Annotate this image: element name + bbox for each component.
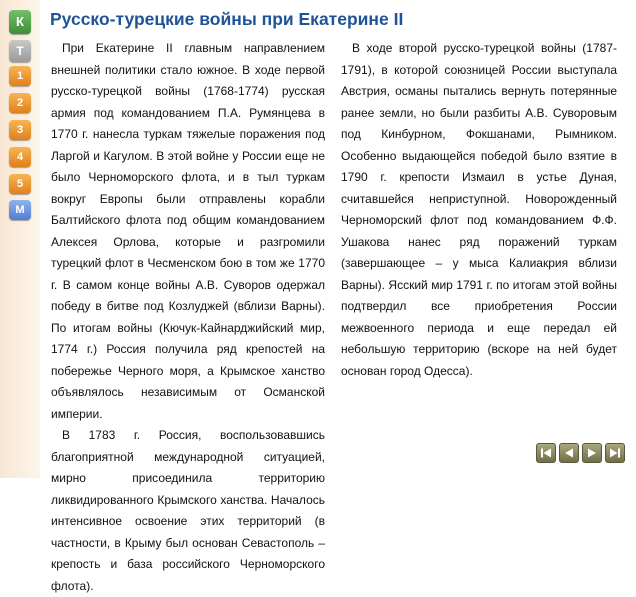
next-page-button[interactable] xyxy=(582,443,602,463)
nav-button-k[interactable]: К xyxy=(9,10,31,34)
previous-page-button[interactable] xyxy=(559,443,579,463)
last-page-button[interactable] xyxy=(605,443,625,463)
previous-page-icon xyxy=(563,447,575,459)
page-title: Русско-турецкие войны при Екатерине II xyxy=(50,9,404,29)
paragraph-first-war: При Екатерине II главным направлением внешней политики стало южное. В ходе первой русско-турецкой войны (1768-1774) русская армия под командованием П.А. Румянцева в 1770 г. нанесла туркам тяжелые поражения под Ларгой и Кагулом. В этой войне у России еще не было Черноморского флота, и в тыл туркам вокруг Европы были отправлены корабли Балтийского флота под общим командованием Алексея Орлова, которые и разгромили турецкий флот в Чесменском бою в том же 1770 г. В самом конце войны А.В. Суворов одержал победу в битве под Козлуджей (вблизи Варны). По итогам войны (Кючук-Кайнарджийский мир, 1774 г.) Россия получила ряд крепостей на побережье Черного моря, а Крымское ханство объявлялось независимым от Османской империи. xyxy=(51,41,325,421)
content-column-left xyxy=(51,38,325,597)
paragraph-crimea: В 1783 г. Россия, воспользовавшись благоприятной международной ситуацией, мирно присоединила территорию ликвидированного Крымского ханства. Началось интенсивное освоение этих территорий (в частности, в Крыму был основан Севастополь – крепость и база российского Черноморского флота). xyxy=(51,428,325,593)
sidebar xyxy=(0,0,40,478)
content-column-right xyxy=(341,38,617,382)
page-navigation-controls xyxy=(536,443,625,463)
next-page-icon xyxy=(586,447,598,459)
nav-button-2[interactable]: 2 xyxy=(9,93,31,113)
nav-button-4[interactable]: 4 xyxy=(9,147,31,167)
nav-button-1[interactable]: 1 xyxy=(9,66,31,86)
nav-button-5[interactable]: 5 xyxy=(9,174,31,194)
first-page-icon xyxy=(540,447,552,459)
first-page-button[interactable] xyxy=(536,443,556,463)
nav-button-m[interactable]: М xyxy=(9,200,31,220)
last-page-icon xyxy=(609,447,621,459)
paragraph-second-war: В ходе второй русско-турецкой войны (1787-1791), в которой союзницей России выступала Австрия, османы пытались вернуть потерянные ранее земли, но были разбиты А.В. Суворовым под Кинбурном, Фокшанами, Рымником. Особенно выдающейся победой было взятие в 1790 г. крепости Измаил в устье Дуная, считавшейся неприступной. Новорожденный Черноморский флот под командованием Ф.Ф. Ушакова нанес ряд поражений туркам (завершающее – у мыса Калиакрия вблизи Варны). Ясский мир 1791 г. по итогам этой войны подтвердил все приобретения России межвоенного периода и еще передал ей небольшую территорию (вскоре на ней будет основан город Одесса). xyxy=(341,41,617,378)
nav-button-t[interactable]: Т xyxy=(9,40,31,62)
nav-button-3[interactable]: 3 xyxy=(9,120,31,140)
